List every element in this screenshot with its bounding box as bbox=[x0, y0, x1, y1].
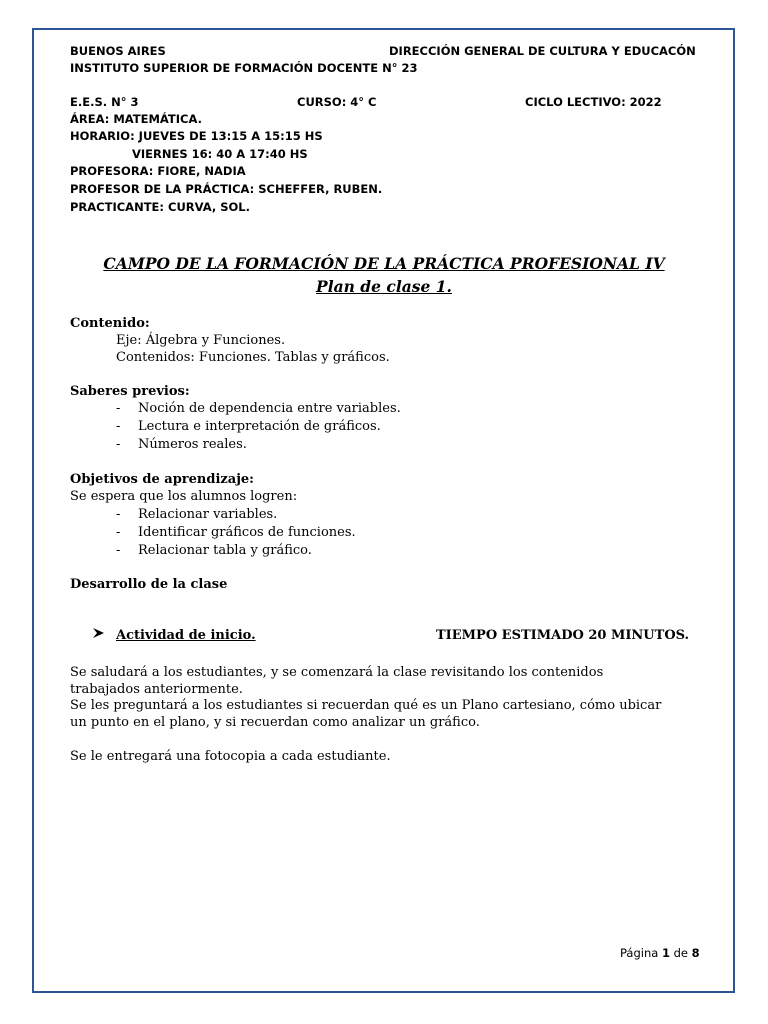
contenido-line: Eje: Álgebra y Funciones. bbox=[116, 333, 286, 348]
page-total: 8 bbox=[691, 946, 700, 960]
bullet-dash: - bbox=[116, 437, 121, 452]
header-year: CICLO LECTIVO: 2022 bbox=[525, 95, 662, 109]
paragraph-line: Se saludará a los estudiantes, y se comenzará la clase revisitando los contenidos bbox=[70, 665, 604, 680]
header-direction: DIRECCIÓN GENERAL DE CULTURA Y EDUCACÓN bbox=[389, 44, 696, 58]
activity-time: TIEMPO ESTIMADO 20 MINUTOS. bbox=[436, 628, 690, 643]
desarrollo-heading: Desarrollo de la clase bbox=[70, 577, 228, 592]
document-title: CAMPO DE LA FORMACIÓN DE LA PRÁCTICA PROFESIONAL IV bbox=[103, 254, 665, 273]
header-teacher: PROFESORA: FIORE, NADIA bbox=[70, 164, 246, 178]
bullet-dash: - bbox=[116, 507, 121, 522]
objetivos-item: Identificar gráficos de funciones. bbox=[138, 525, 356, 540]
header-schedule-1: HORARIO: JUEVES DE 13:15 A 15:15 HS bbox=[70, 129, 323, 143]
document-subtitle: Plan de clase 1. bbox=[316, 277, 452, 296]
saberes-heading: Saberes previos: bbox=[70, 384, 190, 399]
header-province: BUENOS AIRES bbox=[70, 44, 166, 58]
page-current: 1 bbox=[661, 946, 670, 960]
saberes-item: Números reales. bbox=[138, 437, 247, 452]
objetivos-item: Relacionar variables. bbox=[138, 507, 278, 522]
objetivos-heading: Objetivos de aprendizaje: bbox=[70, 472, 254, 487]
contenido-line: Contenidos: Funciones. Tablas y gráficos. bbox=[116, 350, 390, 365]
paragraph-line: Se les preguntará a los estudiantes si recuerdan qué es un Plano cartesiano, cómo ubicar bbox=[70, 698, 662, 713]
bullet-dash: - bbox=[116, 543, 121, 558]
bullet-dash: - bbox=[116, 419, 121, 434]
objetivos-intro: Se espera que los alumnos logren: bbox=[70, 489, 298, 504]
page-word: Página bbox=[620, 946, 659, 960]
header-institute: INSTITUTO SUPERIOR DE FORMACIÓN DOCENTE N° 23 bbox=[70, 61, 418, 75]
saberes-item: Lectura e interpretación de gráficos. bbox=[138, 419, 381, 434]
paragraph-line: Se le entregará una fotocopia a cada estudiante. bbox=[70, 749, 391, 764]
arrow-bullet-icon bbox=[92, 627, 106, 639]
page-of: de bbox=[673, 946, 688, 960]
bullet-dash: - bbox=[116, 525, 121, 540]
paragraph-line: un punto en el plano, y si recuerdan como analizar un gráfico. bbox=[70, 715, 480, 730]
bullet-dash: - bbox=[116, 401, 121, 416]
objetivos-item: Relacionar tabla y gráfico. bbox=[138, 543, 312, 558]
contenido-heading: Contenido: bbox=[70, 316, 150, 331]
header-student-teacher: PRACTICANTE: CURVA, SOL. bbox=[70, 200, 251, 214]
activity-label: Actividad de inicio. bbox=[116, 628, 256, 643]
header-school: E.E.S. N° 3 bbox=[70, 95, 139, 109]
header-schedule-2: VIERNES 16: 40 A 17:40 HS bbox=[132, 147, 308, 161]
header-practice-teacher: PROFESOR DE LA PRÁCTICA: SCHEFFER, RUBEN. bbox=[70, 182, 383, 196]
saberes-item: Noción de dependencia entre variables. bbox=[138, 401, 401, 416]
paragraph-line: trabajados anteriormente. bbox=[70, 682, 243, 697]
header-area: ÁREA: MATEMÁTICA. bbox=[70, 112, 202, 126]
header-course: CURSO: 4° C bbox=[297, 95, 377, 109]
page-number bbox=[620, 946, 700, 960]
